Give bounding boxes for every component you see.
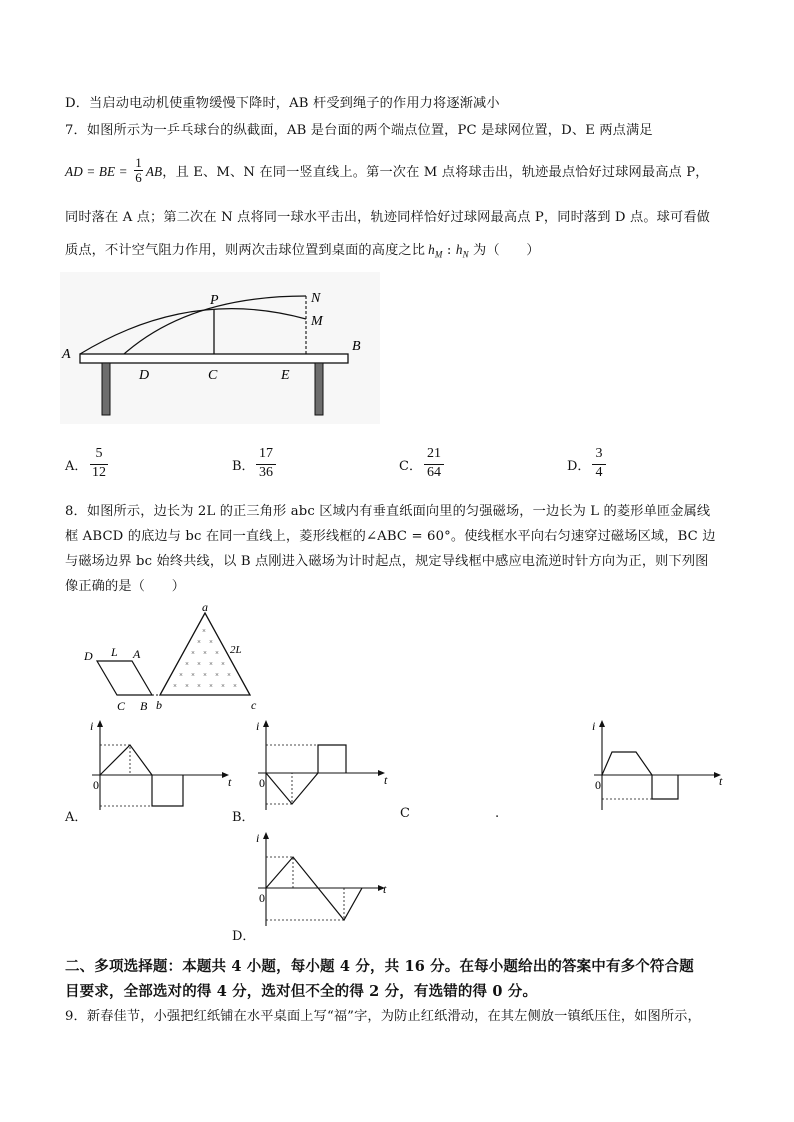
label-a-small: a bbox=[202, 600, 208, 614]
q7-table-figure bbox=[60, 272, 380, 424]
q7-line4-a: 质点，不计空气阻力作用，则两次击球位置到桌面的高度之比 bbox=[65, 243, 426, 258]
cross: × bbox=[227, 671, 231, 679]
cross: × bbox=[185, 660, 189, 668]
cross: × bbox=[233, 682, 237, 690]
q7-fraction bbox=[134, 156, 143, 185]
current-curve-positive bbox=[100, 745, 152, 775]
label-a: A bbox=[133, 647, 141, 661]
q8-graph-b bbox=[254, 718, 404, 818]
q7-colon: : bbox=[442, 243, 456, 258]
label-l: L bbox=[111, 645, 118, 659]
cross: × bbox=[221, 660, 225, 668]
current-curve-positive bbox=[602, 752, 652, 775]
label-b: B bbox=[352, 339, 361, 354]
cross: × bbox=[203, 671, 207, 679]
q6-option-d: D．当启动电动机使重物缓慢下降时，AB 杆受到绳子的作用力将逐渐减小 bbox=[65, 96, 500, 111]
section2-heading-line1: 二、多项选择题：本题共 4 小题，每小题 4 分，共 16 分。在每小题给出的答案中有多个符合题 bbox=[65, 958, 694, 975]
axis-t: t bbox=[384, 773, 388, 787]
cross: × bbox=[209, 638, 213, 646]
q8-option-b-label: B． bbox=[232, 810, 255, 825]
cross: × bbox=[209, 682, 213, 690]
q9-stem-line1: 9．新春佳节，小强把红纸铺在水平桌面上写“福”字，为防止红纸滑动，在其左侧放一镇纸压住，如图所示， bbox=[65, 1009, 701, 1024]
rhombus-abcd bbox=[97, 661, 152, 695]
q7-option-b-label: B． bbox=[232, 459, 255, 474]
axis-zero: 0 bbox=[93, 778, 99, 792]
frac-num: 21 bbox=[427, 446, 441, 461]
q7-stem-line2 bbox=[65, 155, 709, 187]
q8-stem-line4: 像正确的是（ ） bbox=[65, 579, 186, 594]
axis-i: i bbox=[256, 719, 260, 733]
q8-stem-line1: 8．如图所示，边长为 2L 的正三角形 abc 区域内有垂直纸面向里的匀强磁场，一边长为 L 的菱形单匝金属线 bbox=[65, 504, 711, 519]
q7-ab: AB bbox=[145, 164, 163, 179]
current-curve-positive bbox=[318, 745, 346, 773]
y-arrow bbox=[263, 832, 269, 839]
axis-t: t bbox=[228, 775, 232, 789]
q7-option-d-label: D． bbox=[567, 459, 591, 474]
label-p: P bbox=[210, 293, 219, 308]
axis-i: i bbox=[592, 719, 596, 733]
label-n: N bbox=[311, 291, 321, 306]
cross: × bbox=[179, 671, 183, 679]
frac-num: 17 bbox=[259, 446, 273, 461]
field-crosses bbox=[173, 627, 237, 690]
q7-line2-rest: ，且 E、M、N 在同一竖直线上。第一次在 M 点将球击出，轨迹最点恰好过球网最高点 P， bbox=[162, 165, 709, 180]
q8-option-c-label: C bbox=[400, 806, 410, 821]
cross: × bbox=[209, 660, 213, 668]
cross: × bbox=[202, 627, 206, 635]
y-arrow bbox=[599, 720, 605, 727]
cross: × bbox=[215, 649, 219, 657]
label-a: A bbox=[62, 347, 71, 362]
q7-frac-den: 6 bbox=[135, 170, 142, 185]
frac-num: 3 bbox=[595, 446, 603, 461]
cross: × bbox=[197, 660, 201, 668]
current-curve-negative bbox=[152, 775, 183, 806]
q8-graph-c bbox=[590, 718, 740, 818]
y-arrow bbox=[263, 720, 269, 727]
label-c-small: c bbox=[251, 698, 257, 712]
frac-den: 64 bbox=[424, 464, 444, 481]
q7-stem-line4 bbox=[65, 239, 540, 260]
frac-den: 12 bbox=[92, 465, 106, 480]
label-b: B bbox=[140, 699, 148, 713]
axis-i: i bbox=[256, 831, 260, 845]
q8-graph-a bbox=[88, 718, 238, 818]
label-d: D bbox=[84, 649, 93, 663]
q8-stem-line3: 与磁场边界 bc 始终共线，以 B 点刚进入磁场为计时起点，规定导线框中感应电流逆时针方向为正，则下列图 bbox=[65, 554, 709, 569]
label-e: E bbox=[281, 368, 290, 383]
q7-stem-line1: 7．如图所示为一乒乓球台的纵截面，AB 是台面的两个端点位置，PC 是球网位置，D、E 两点满足 bbox=[65, 123, 653, 138]
q8-stem-line2: 框 ABCD 的底边与 bc 在同一直线上，菱形线框的∠ABC = 60°。使线框水平向右匀速穿过磁场区域，BC 边 bbox=[65, 529, 716, 544]
cross: × bbox=[197, 682, 201, 690]
current-curve-negative bbox=[652, 775, 678, 799]
q7-ratio-h2: h bbox=[455, 242, 463, 257]
frac-num: 5 bbox=[95, 446, 103, 461]
cross: × bbox=[197, 638, 201, 646]
q7-ratio-h1: h bbox=[428, 242, 435, 257]
section2-heading-line2: 目要求，全部选对的得 4 分，选对但不全的得 2 分，有选错的得 0 分。 bbox=[65, 983, 538, 1000]
axis-t: t bbox=[719, 774, 723, 788]
y-arrow bbox=[97, 720, 103, 727]
q7-option-a-label: A． bbox=[65, 459, 88, 474]
label-m: M bbox=[311, 314, 323, 329]
q7-formula: AD = BE = bbox=[65, 164, 132, 179]
axis-zero: 0 bbox=[259, 776, 265, 790]
axis-i: i bbox=[90, 719, 94, 733]
q7-frac-num: 1 bbox=[135, 155, 142, 170]
cross: × bbox=[185, 682, 189, 690]
q7-option-c-frac bbox=[424, 446, 444, 482]
table-leg-left bbox=[102, 363, 110, 415]
frac-den: 4 bbox=[592, 464, 606, 481]
q7-option-c-label: C． bbox=[399, 459, 422, 474]
label-2l: 2L bbox=[230, 644, 242, 656]
q8-field-figure bbox=[60, 600, 270, 715]
q8-option-d-label: D． bbox=[232, 929, 256, 944]
cross: × bbox=[203, 649, 207, 657]
label-d: D bbox=[139, 368, 150, 383]
cross: × bbox=[215, 671, 219, 679]
q8-graph-d bbox=[254, 830, 404, 935]
q7-option-d-frac bbox=[592, 446, 606, 482]
table-leg-right bbox=[315, 363, 323, 415]
q7-option-a-frac bbox=[90, 446, 108, 482]
cross: × bbox=[191, 649, 195, 657]
q7-stem-line3: 同时落在 A 点；第二次在 N 点将同一球水平击出，轨迹同样恰好过球网最高点 P，同时落到 D 点。球可看做 bbox=[65, 210, 711, 225]
table-top bbox=[80, 354, 348, 363]
frac-den: 36 bbox=[256, 464, 276, 481]
axis-zero: 0 bbox=[595, 778, 601, 792]
guide-dashed bbox=[266, 888, 344, 920]
q7-line4-b: 为（ ） bbox=[468, 243, 540, 258]
label-c: C bbox=[117, 699, 126, 713]
label-c: C bbox=[208, 368, 218, 383]
cross: × bbox=[191, 671, 195, 679]
q7-option-b-frac bbox=[256, 446, 276, 482]
cross: × bbox=[221, 682, 225, 690]
axis-t: t bbox=[383, 882, 387, 896]
q7-sub-n: N bbox=[462, 249, 469, 260]
label-b-small: b bbox=[156, 698, 162, 712]
axis-zero: 0 bbox=[259, 891, 265, 905]
q8-option-c-dot: . bbox=[495, 806, 500, 821]
cross: × bbox=[173, 682, 177, 690]
q8-option-a-label: A． bbox=[65, 810, 88, 825]
q7-sub-m: M bbox=[434, 249, 443, 260]
